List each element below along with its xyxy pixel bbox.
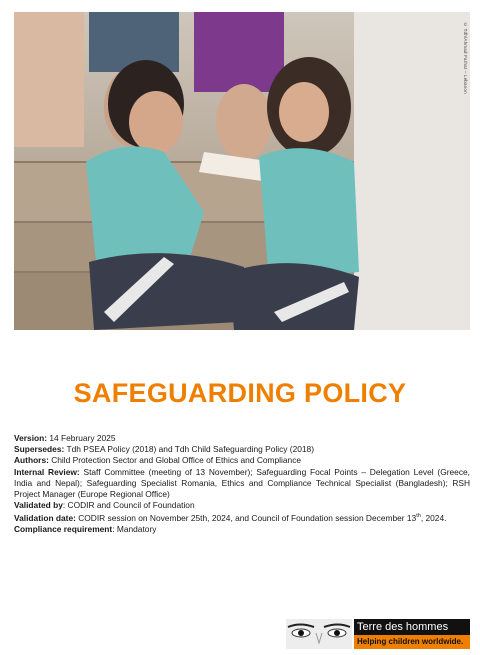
compliance-line	[14, 524, 470, 535]
validation-date-label: Validation date:	[14, 513, 76, 524]
validated-by-label: Validated by	[14, 500, 63, 511]
cover-photo	[14, 12, 470, 330]
logo-tagline: Helping children worldwide.	[354, 635, 470, 649]
version-line	[14, 433, 470, 444]
authors-line	[14, 455, 470, 466]
validation-date-line	[14, 511, 470, 524]
document-title: SAFEGUARDING POLICY	[73, 378, 407, 408]
validated-by-value: : CODIR and Council of Foundation	[62, 500, 195, 511]
cover-photo-illustration	[14, 12, 470, 330]
internal-review-line	[14, 467, 470, 501]
validation-date-suffix: th	[416, 513, 421, 520]
validation-date-value-end: , 2024.	[420, 513, 447, 524]
compliance-value: : Mandatory	[112, 524, 157, 535]
compliance-label: Compliance requirement	[14, 524, 113, 535]
terre-des-hommes-logo	[286, 619, 470, 649]
internal-review-value: Staff Committee (meeting of 13 November); Safeguarding Focal Points – Delegation Level (Greece, India and Nepal); Safeguarding Specialist Romania, Ethics and Compliance Technical Specialist (Bangladesh); RSH Project Manager (Europe Regional Office)	[14, 466, 471, 500]
logo-eyes-image	[286, 619, 352, 649]
supersedes-label: Supersedes:	[14, 444, 65, 455]
version-value: 14 February 2025	[49, 433, 116, 443]
validation-date-value: CODIR session on November 25th, 2024, and Council of Foundation session December 13	[78, 513, 417, 524]
supersedes-line	[14, 444, 470, 455]
authors-label: Authors:	[14, 455, 49, 466]
version-label: Version:	[14, 433, 48, 443]
internal-review-label: Internal Review:	[14, 466, 80, 477]
photo-credit: © Tdh/Ahmad Farhat – Lebanon	[463, 22, 468, 94]
validated-by-line	[14, 500, 470, 511]
supersedes-value: Tdh PSEA Policy (2018) and Tdh Child Safeguarding Policy (2018)	[66, 444, 314, 455]
document-metadata	[14, 433, 470, 536]
logo-name: Terre des hommes	[354, 619, 470, 635]
authors-value: Child Protection Sector and Global Office of Ethics and Compliance	[51, 455, 302, 466]
